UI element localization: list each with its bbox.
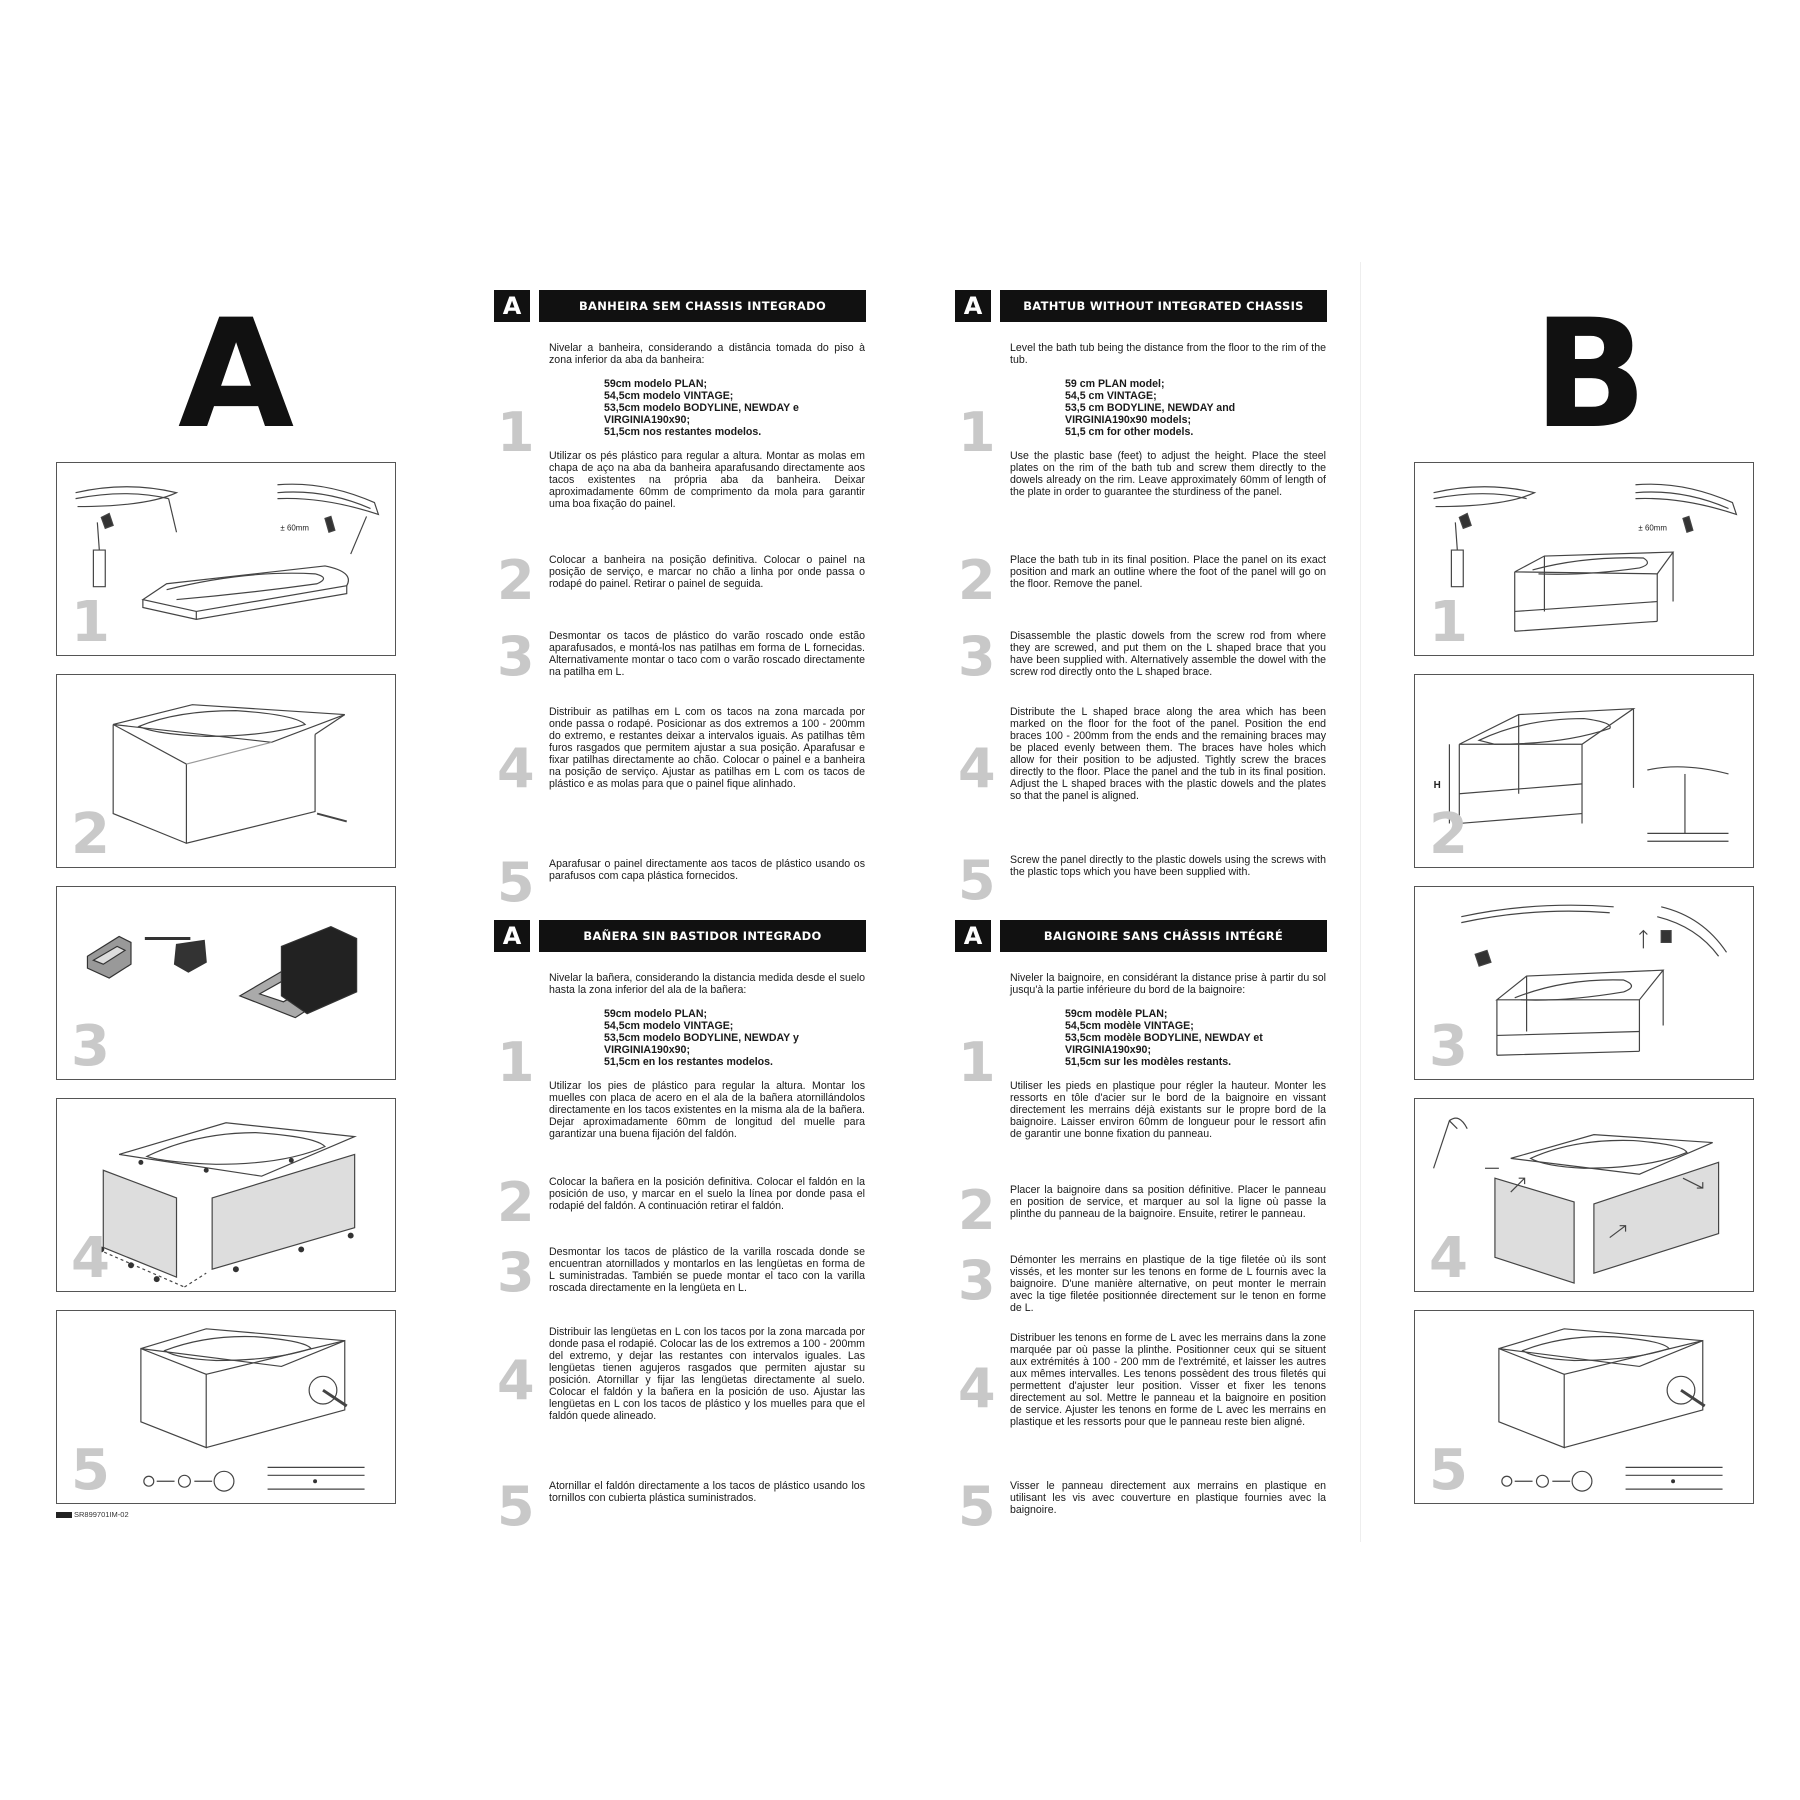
step-number: 3 [958, 625, 996, 688]
step-body: Screw the panel directly to the plastic dowels using the screws with the plastic tops which you have been supplied with. [1010, 854, 1326, 878]
figure-b-3 [1414, 886, 1754, 1080]
step-number: 2 [497, 549, 535, 612]
step-intro: Niveler la baignoire, en considérant la distance prise à partir du sol jusqu'à la partie inférieure du bord de la baignoire: [1010, 972, 1326, 996]
model-list [604, 1008, 865, 1068]
step-number: 1 [497, 1031, 535, 1094]
section-letter-b: B [1533, 288, 1648, 462]
step-body: Atornillar el faldón directamente a los tacos de plástico usando los tornillos con cubierta plástica suministrados. [549, 1480, 865, 1504]
figure-number: 1 [71, 590, 110, 655]
figure-number: 4 [1429, 1226, 1468, 1291]
step-number: 5 [497, 1475, 535, 1538]
dimension-label: ± 60mm [280, 523, 309, 533]
figure-b-2 [1414, 674, 1754, 868]
step-body: Placer la baignoire dans sa position définitive. Placer le panneau en position de service, et marquer au sol la ligne où passe la plinthe du panneau de la baignoire. Ensuite, retirer le panneau. [1010, 1184, 1326, 1220]
model-line: VIRGINIA190x90; [604, 414, 690, 426]
step-body: Place the bath tub in its final position. Place the panel on its exact position and mark an outline where the foot of the panel will go on the floor. Remove the panel. [1010, 554, 1326, 590]
model-line: 51,5cm nos restantes modelos. [604, 426, 762, 438]
model-line: 51,5cm en los restantes modelos. [604, 1056, 773, 1068]
step-text [549, 972, 865, 1140]
model-line: 59cm modelo PLAN; [604, 1008, 708, 1020]
document-code [56, 1510, 129, 1519]
model-line: 53,5cm modèle BODYLINE, NEWDAY et [1065, 1032, 1263, 1044]
figure-number: 5 [1429, 1438, 1468, 1503]
section-title: BATHTUB WITHOUT INTEGRATED CHASSIS [1000, 290, 1327, 322]
model-line: 53,5cm modelo BODYLINE, NEWDAY y [604, 1032, 799, 1044]
step-number: 5 [958, 1475, 996, 1538]
figure-a-1 [56, 462, 396, 656]
step-number: 4 [958, 737, 996, 800]
step-body: Visser le panneau directement aux merrains en plastique en utilisant les vis avec couverture en plastique fournies avec la baignoire. [1010, 1480, 1326, 1516]
step-number: 3 [497, 625, 535, 688]
step-body: Distribuir as patilhas em L com os tacos na zona marcada por onde passa o rodapé. Posicionar as dos extremos a 100 - 200mm do extremo, e restantes deixar a intervalos iguais. As patilhas têm furos rasgados que permitem ajustar a sua posição. Aparafusar e fixar patilhas directamente ao chão. Colocar o painel e a banheira na posição de serviço. Ajustar as patilhas em L com os tacos de plástico e as molas para que o painel fique alinhado. [549, 706, 865, 790]
step-body: Colocar la bañera en la posición definitiva. Colocar el faldón en la posición de uso, y marcar en el suelo la línea por donde pasa el rodapié del faldón. A continuación retirar el faldón. [549, 1176, 865, 1212]
step-number: 4 [497, 1349, 535, 1412]
section-title: BAÑERA SIN BASTIDOR INTEGRADO [539, 920, 866, 952]
height-label: H [1433, 779, 1441, 791]
figure-number: 5 [71, 1438, 110, 1503]
step-body: Use the plastic base (feet) to adjust the height. Place the steel plates on the rim of the bath tub and screw them directly to the dowels already on the rim. Leave approximately 60mm of length of the plate in order to guarantee the sturdiness of the panel. [1010, 450, 1326, 498]
figure-number: 4 [71, 1226, 110, 1291]
figure-number: 3 [1429, 1014, 1468, 1079]
section-badge: A [494, 290, 530, 322]
step-text [1010, 342, 1326, 498]
figure-number: 2 [71, 802, 110, 867]
step-body: Disassemble the plastic dowels from the screw rod from where they are screwed, and put them on the L shaped brace that you have been supplied with. Alternatively assemble the dowel with the screw rod directly onto the L shaped brace. [1010, 630, 1326, 678]
model-line: 59 cm PLAN model; [1065, 378, 1165, 390]
step-body: Utilizar os pés plástico para regular a altura. Montar as molas em chapa de aço na aba da banheira aparafusando directamente aos tacos existentes na própria aba da banheira. Deixar aproximadamente 60mm de comprimento da mola para garantir uma boa fixação do painel. [549, 450, 865, 510]
model-list [1065, 378, 1326, 438]
step-intro: Nivelar a banheira, considerando a distância tomada do piso à zona inferior da aba da banheira: [549, 342, 865, 366]
dimension-label: ± 60mm [1638, 523, 1667, 533]
model-line: 59cm modèle PLAN; [1065, 1008, 1168, 1020]
figure-a-3 [56, 886, 396, 1080]
step-number: 1 [958, 401, 996, 464]
section-header [494, 290, 866, 322]
model-line: 53,5cm modelo BODYLINE, NEWDAY e [604, 402, 799, 414]
step-number: 1 [958, 1031, 996, 1094]
step-number: 2 [958, 549, 996, 612]
step-body: Distribuer les tenons en forme de L avec les merrains dans la zone marquée par où passe la plinthe. Positionner ceux qui se situent aux extrémités à 100 - 200 mm de l'extrémité, et laisser les autres aux mêmes intervalles. Les tenons possèdent des trous filetés qui permettent d'ajuster leur position. Visser et fixer les tenons directement au sol. Mettre le panneau et la baignoire en position de service. Ajuster les tenons en forme de L avec les merrains en plastique et les ressorts pour que le panneau reste bien aligné. [1010, 1332, 1326, 1428]
section-badge: A [955, 920, 991, 952]
section-spanish [494, 920, 866, 1538]
step-number: 4 [958, 1357, 996, 1420]
figure-number: 2 [1429, 802, 1468, 867]
step-body: Distribute the L shaped brace along the area which has been marked on the floor for the foot of the panel. Position the end braces 100 - 200mm from the ends and the remaining braces may be placed evenly between them. The braces have holes which allow for their position to be adjusted. Tightly screw the braces directly to the floor. Place the panel and the tub in its final position. Adjust the L shaped braces with the plastic dowels and the plates so that the panel is aligned. [1010, 706, 1326, 802]
step-body: Desmontar los tacos de plástico de la varilla roscada donde se encuentran atornillados y montarlos en las lengüetas en forma de L suministradas. También se puede montar el taco con la varilla roscada directamente en la lengüeta en L. [549, 1246, 865, 1294]
figure-b-4 [1414, 1098, 1754, 1292]
model-line: 54,5 cm VINTAGE; [1065, 390, 1157, 402]
step-body: Distribuir las lengüetas en L con los tacos por la zona marcada por donde pasa el rodapié. Colocar las de los extremos a 100 - 200mm del extremo, y dejar las restantes con intervalos iguales. Las lengüetas tienen agujeros rasgados que permiten ajustar su posición. Atornillar y fijar las lengüetas directamente al suelo. Colocar el faldón y la bañera en la posición de uso. Ajustar las lengüetas en L con los tacos de plástico y los muelles para que el faldón quede alineado. [549, 1326, 865, 1422]
step-intro: Nivelar la bañera, considerando la distancia medida desde el suelo hasta la zona inferior del ala de la bañera: [549, 972, 865, 996]
section-header [955, 920, 1327, 952]
figure-number: 3 [71, 1014, 110, 1079]
figure-a-2 [56, 674, 396, 868]
step-body: Desmontar os tacos de plástico do varão roscado onde estão aparafusados, e montá-los nas patilhas em forma de L fornecidas. Alternativamente montar o taco com o varão roscado directamente na patilha em L. [549, 630, 865, 678]
step-number: 3 [958, 1249, 996, 1312]
section-header [955, 290, 1327, 322]
step-number: 4 [497, 737, 535, 800]
section-header [494, 920, 866, 952]
section-french [955, 920, 1327, 1538]
figure-b-5 [1414, 1310, 1754, 1504]
step-body: Démonter les merrains en plastique de la tige filetée où ils sont vissés, et les monter sur les tenons en forme de L fournis avec la baignoire. D'une manière alternative, on peut monter le merrain avec la tige filetée positionnée directement sur le tenon en forme de L. [1010, 1254, 1326, 1314]
document-code-text: SR899701IM-02 [74, 1510, 129, 1519]
step-number: 5 [497, 851, 535, 914]
step-number: 2 [958, 1179, 996, 1242]
model-line: 59cm modelo PLAN; [604, 378, 708, 390]
model-list [604, 378, 865, 438]
step-body: Colocar a banheira na posição definitiva. Colocar o painel na posição de serviço, e marcar no chão a linha por onde passa o rodapé do painel. Retirar o painel de seguida. [549, 554, 865, 590]
step-number: 2 [497, 1171, 535, 1234]
section-title: BANHEIRA SEM CHASSIS INTEGRADO [539, 290, 866, 322]
section-letter-a: A [178, 288, 295, 462]
model-line: 54,5cm modelo VINTAGE; [604, 390, 734, 402]
step-intro: Level the bath tub being the distance from the floor to the rim of the tub. [1010, 342, 1326, 366]
model-line: 51,5 cm for other models. [1065, 426, 1194, 438]
model-list [1065, 1008, 1326, 1068]
model-line: 54,5cm modelo VINTAGE; [604, 1020, 734, 1032]
section-title: BAIGNOIRE SANS CHÂSSIS INTÉGRÉ [1000, 920, 1327, 952]
step-text [1010, 972, 1326, 1140]
figure-a-4 [56, 1098, 396, 1292]
model-line: VIRGINIA190x90; [1065, 1044, 1151, 1056]
figure-number: 1 [1429, 590, 1468, 655]
step-body: Aparafusar o painel directamente aos tacos de plástico usando os parafusos com capa plástica fornecidos. [549, 858, 865, 882]
section-english [955, 290, 1327, 912]
model-line: 51,5cm sur les modèles restants. [1065, 1056, 1232, 1068]
section-badge: A [494, 920, 530, 952]
figure-a-5 [56, 1310, 396, 1504]
step-text [549, 342, 865, 510]
section-portuguese [494, 290, 866, 914]
model-line: 53,5 cm BODYLINE, NEWDAY and [1065, 402, 1236, 414]
step-body: Utiliser les pieds en plastique pour régler la hauteur. Monter les ressorts en tôle d'acier sur le bord de la baignoire en vissant directement les merrains déjà existants sur le propre bord de la baignoire. Laisser environ 60mm de longueur pour le ressort afin de garantir une bonne fixation du panneau. [1010, 1080, 1326, 1140]
step-number: 5 [958, 849, 996, 912]
figure-b-1 [1414, 462, 1754, 656]
step-body: Utilizar los pies de plástico para regular la altura. Montar los muelles con placa de acero en el ala de la bañera atornillándolos directamente en los tacos existentes en la misma ala de la bañera. Dejar aproximadamente 60mm de longitud del muelle para garantizar una buena fijación del faldón. [549, 1080, 865, 1140]
brand-logo [56, 1512, 72, 1518]
model-line: VIRGINIA190x90 models; [1065, 414, 1191, 426]
model-line: VIRGINIA190x90; [604, 1044, 690, 1056]
section-badge: A [955, 290, 991, 322]
page-fold-line [1360, 262, 1361, 1542]
step-number: 3 [497, 1241, 535, 1304]
model-line: 54,5cm modèle VINTAGE; [1065, 1020, 1194, 1032]
step-number: 1 [497, 401, 535, 464]
